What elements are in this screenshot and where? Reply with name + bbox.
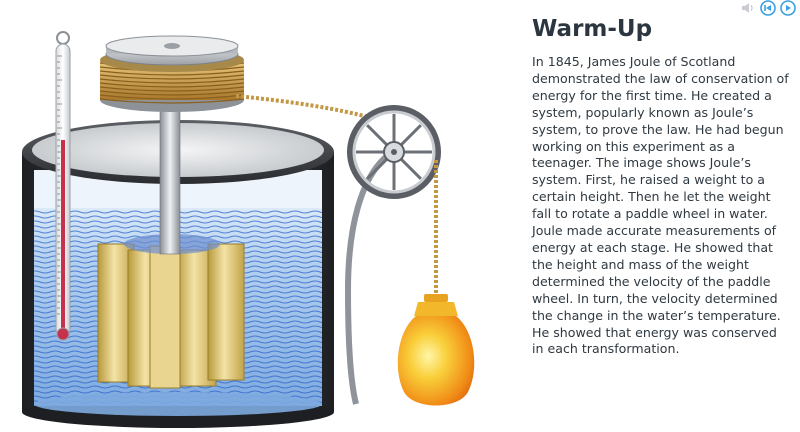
weight bbox=[398, 294, 474, 406]
lesson-title: Warm-Up bbox=[532, 16, 653, 42]
lesson-body: In 1845, James Joule of Scotland demonstrated the law of conservation of energy for the first time. He created a system, popularly known as Joule’s system, to prove the law. He had begun working on this experiment as a teenager. The image shows Joule’s system. First, he raised a weight to a certain height. Then he let the weight fall to rotate a paddle wheel in water. Joule made accurate measurements of energy at each stage. He showed that the height and mass of the weight determined the velocity of the paddle wheel. In turn, the velocity determined the change in the water’s temperature. He showed that energy was conserved in each transformation. bbox=[532, 54, 789, 357]
thermometer bbox=[56, 32, 70, 340]
spindle-drum bbox=[100, 36, 244, 112]
rope-to-pulley bbox=[236, 96, 372, 118]
paddle-wheel bbox=[98, 234, 244, 388]
spindle-shaft bbox=[160, 104, 180, 254]
lesson-panel bbox=[532, 14, 792, 358]
pulley-wheel bbox=[350, 108, 438, 196]
